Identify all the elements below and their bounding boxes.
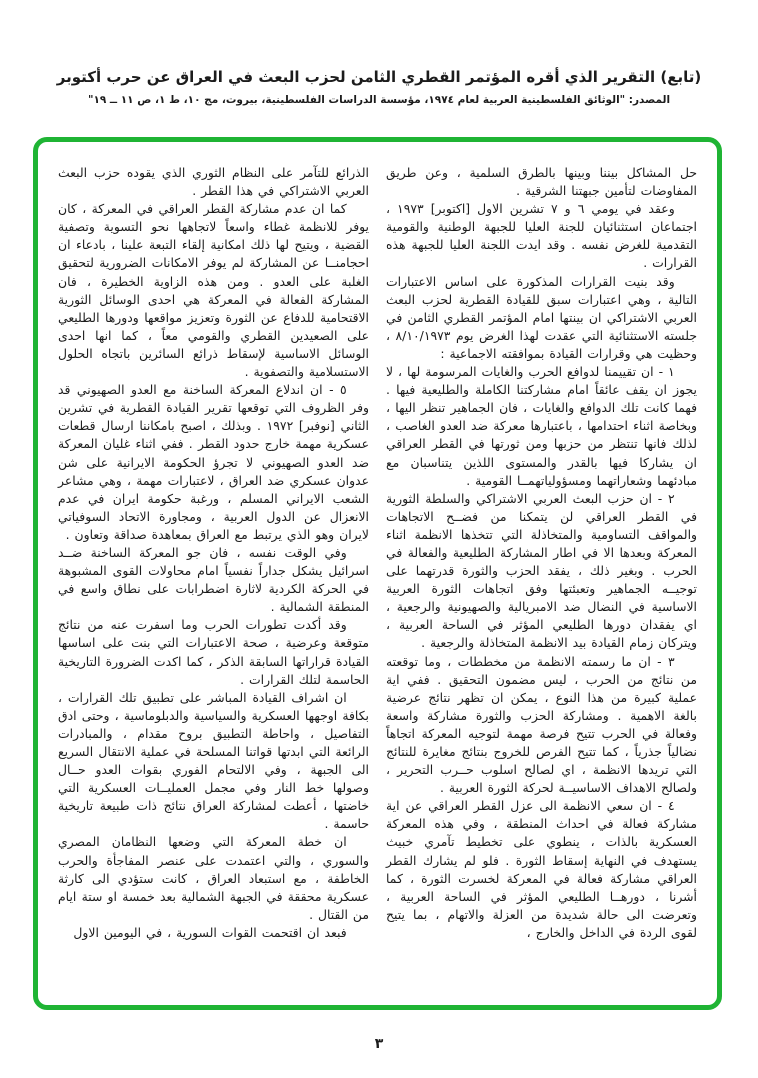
paragraph: ٤ - ان سعي الانظمة الى عزل القطر العراقي عن اية مشاركة فعالة في احداث المنطقة ، وفي هذه المعركة العسكرية بالذات ، ينطوي على تخطيط تآمري خبيث يستهدف في النهاية إسقاط الثورة . فلو لم يشارك القطر العراقي مشاركة فعالة في المعركة لخسرت الثورة ، كما أشرنا ، دورهــا الطليعي المؤثر في الساحة العربية ، وتعرضت الى حالة شديدة من العزلة والاتهام ، بما يتيح لقوى الردة في الداخل والخارج ، (386, 798, 697, 940)
paragraph: كما ان عدم مشاركة القطر العراقي في المعركة ، كان يوفر للانظمة غطاء واسعاً لاتجاهها نحو التسوية وتصفية القضية ، ويتيح لها ذلك امكانية إلقاء التبعة علينا ، بادعاء ان احجامنــا عن المشاركة لم يوفر الامكانات الضرورية لتحقيق الغلبة على العدو . ومن هذه الزاوية الخطيرة ، فان المشاركة الفعالة في المعركة هي احدى الوسائل الثورية الاقتحامية للدفاع عن الثورة وتعزيز مواقعها ودورها الطليعي على الصعيدين القطري والقومي معاً ، كما انها احدى الوسائل الاساسية لإسقاط ذرائع السائرين باتجاه الحلول الاستسلامية والتصفوية . (58, 201, 369, 380)
paragraph: ان خطة المعركة التي وضعها النظامان المصري والسوري ، والتي اعتمدت على عنصر المفاجأة والحرب الخاطفة ، مع استبعاد العراق ، كانت ستؤدي الى كارثة عسكرية محققة في الجبهة الشمالية بعد خمسة او ستة ايام من القتال . (58, 834, 369, 922)
paragraph: الذرائع للتآمر على النظام الثوري الذي يقوده حزب البعث العربي الاشتراكي في هذا القطر . (58, 165, 369, 199)
column-right (386, 164, 697, 1005)
paragraph: فبعد ان اقتحمت القوات السورية ، في اليومين الاول (73, 924, 347, 940)
page-title: (تابع) التقرير الذي أقره المؤتمر القطري الثامن لحزب البعث في العراق عن حرب أكتوبر (56, 68, 702, 86)
source-citation: المصدر: "الوثائق الفلسطينية العربية لعام ١٩٧٤، مؤسسة الدراسات الفلسطينية، بيروت، مج ١٠، ط ١، ص ١١ ــ ١٩" (87, 94, 671, 106)
text-columns (58, 164, 697, 1005)
paragraph: وقد بنيت القرارات المذكورة على اساس الاعتبارات التالية ، وهي اعتبارات سبق للقيادة القطرية لحزب البعث العربي الاشتراكي ان بينتها امام المؤتمر القطري الثامن في جلسته الاستثنائية التي عقدت لهذا الغرض يوم ٨/١٠/١٩٧٣ ، وحظيت هي وقرارات القيادة بموافقته الاجماعية : (386, 273, 697, 361)
page-number: ٣ (374, 1036, 384, 1052)
paragraph: ٣ - ان ما رسمته الانظمة من مخططات ، وما توقعته من نتائج من الحرب ، ليس مضمون التحقيق . ففي اية عملية كبيرة من هذا النوع ، يمكن ان تظهر نتائج عرضية بالغة الاهمية . ومشاركة الحزب والثورة مشاركة واسعة وفعالة في الحرب تتيح فرصة مهمة لتوجيه المعركة اتجاهاً نضالياً جذرياً ، كما تتيح الفرص للخروج بنتائج مغايرة للنتائج التي تريدها الانظمة ، اي لصالح اسلوب حــرب التحرير ، ولصالح الاهداف الاساسيــة لحركة الثورة العربية . (386, 653, 697, 796)
paragraph: ٥ - ان اندلاع المعركة الساخنة مع العدو الصهيوني قد وفر الظروف التي توقعها تقرير القيادة القطرية في تشرين الثاني [نوفبر] ١٩٧٢ . وبذلك ، اصبح بامكاننا ارسال قطعات عسكرية مهمة خارج حدود القطر . ففي اثناء غليان المعركة ضد العدو الصهيوني لا تجرؤ الحكومة الايرانية على شن عدوان عسكري ضد العراق ، لاعتبارات مهمة ، وهي مشاعر الشعب الايراني المسلم ، ورغبة حكومة ايران في عدم الانعزال عن الدول العربية ، ومجاورة الاتحاد السوفياتي لايران وهو الذي يرتبط مع العراق بمعاهدة صداقة وتعاون . (58, 382, 369, 542)
paragraph: ان اشراف القيادة المباشر على تطبيق تلك القرارات ، بكافة اوجهها العسكرية والسياسية والدبلوماسية ، وحتى ادق التفاصيل ، واحاطة التطبيق بروح مقدام ، والمبادرات الرائعة التي ابدتها قواتنا المسلحة في عملية الانتقال السريع الى الجبهة ، وفي الالتحام الفوري بقوات العدو حــال وصولها خط النار وفي مجمل العمليــات العسكرية التي خاضتها ، أعطت لمشاركة العراق نتائج ذات طبيعة تاريخية حاسمة . (58, 689, 369, 832)
paragraph: وفي الوقت نفسه ، فان جو المعركة الساخنة ضــد اسرائيل يشكل جداراً نفسياً امام محاولات القوى المشبوهة في الحركة الكردية لاثارة اضطرابات على نطاق واسع في المنطقة الشمالية . (58, 544, 369, 615)
paragraph: حل المشاكل بيننا وبينها بالطرق السلمية ، وعن طريق المفاوضات لتأمين جبهتنا الشرقية . (386, 165, 697, 199)
column-left (58, 164, 369, 1005)
paragraph: وعقد في يومي ٦ و ٧ تشرين الاول [اكتوبر] ١٩٧٣ ، اجتماعان استثنائيان للجنة العليا للجبهة الوطنية والقومية التقدمية للغرض نفسه . وقد ايدت اللجنة العليا للجبهة هذه القرارات . (386, 201, 697, 271)
paragraph: وقد أكدت تطورات الحرب وما اسفرت عنه من نتائج متوقعة وعرضية ، صحة الاعتبارات التي بنت على اساسها القيادة قراراتها السابقة الذكر ، كما اكدت الضرورة التاريخية الحاسمة لتلك القرارات . (58, 617, 369, 687)
paragraph: ٢ - ان حزب البعث العربي الاشتراكي والسلطة الثورية في القطر العراقي لن يتمكنا من فضــح الاتجاهات والمواقف التساومية والمتخاذلة التي تتخذها الانظمة اثناء المعركة وبعدها الا في اطار المشاركة الطليعية والفعالة في الحرب . وبغير ذلك ، يفقد الحزب والثورة قدرتهما على توجيــه الجماهير وتعبئتها وفق اتجاهات الثورة العربية الاساسية في النضال ضد الامبريالية والصهيونية والرجعية ، اي يفقدان دورها الطليعي المؤثر في الساحة العربية ، ويتركان زمام القيادة بيد الانظمة المتخاذلة والرجعية . (386, 490, 697, 651)
green-border-frame (33, 137, 722, 1010)
paragraph: ١ - ان تقييمنا لدوافع الحرب والغايات المرسومة لها ، لا يجوز ان يقف عائقاً امام مشاركتنا الكاملة والطليعية فيها . فهما كانت تلك الدوافع والغايات ، فان الجماهير تنظر اليها ، وبخاصة اثناء احتدامها ، باعتبارها معركة ضد العدو الغاصب ، لذلك فانها تنتظر من حزبها ومن ثورتها في القطر العراقي ان يشاركا فيها بالقدر والمستوى اللذين يتناسبان مع مبادئهما وشعاراتهما ومسؤولياتهمــا القومية . (386, 364, 697, 488)
document-header (0, 68, 758, 106)
